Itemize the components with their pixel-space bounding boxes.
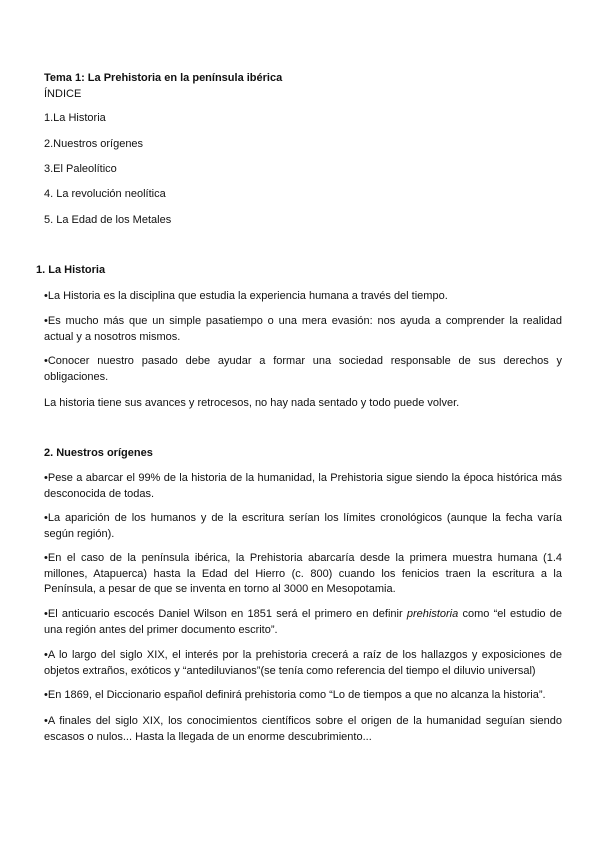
index-item: 1.La Historia — [44, 112, 106, 124]
section-heading: 2. Nuestros orígenes — [44, 447, 153, 459]
paragraph: •La Historia es la disciplina que estudia la experiencia humana a través del tiempo. — [44, 290, 448, 302]
paragraph: La historia tiene sus avances y retrocesos, no hay nada sentado y todo puede volver. — [44, 397, 460, 409]
paragraph: •Conocer nuestro pasado debe ayudar a formar una sociedad responsable de sus derechos y obligaciones. — [44, 355, 562, 383]
index-item: 5. La Edad de los Metales — [44, 214, 172, 226]
paragraph-wilson — [44, 607, 562, 638]
index-item: 4. La revolución neolítica — [44, 188, 166, 200]
section-heading: 1. La Historia — [36, 264, 106, 276]
paragraph: •La aparición de los humanos y de la escritura serían los límites cronológicos (aunque la fecha varía según región). — [44, 512, 562, 540]
italic-term: prehistoria — [406, 608, 459, 620]
document-title: Tema 1: La Prehistoria en la península ibérica — [44, 72, 283, 84]
index-label: ÍNDICE — [44, 87, 82, 100]
document-header — [44, 71, 562, 102]
paragraph: •Es mucho más que un simple pasatiempo o una mera evasión: nos ayuda a comprender la realidad actual y a nosotros mismos. — [44, 315, 562, 343]
paragraph: •A lo largo del siglo XIX, el interés por la prehistoria crecerá a raíz de los hallazgos y exposiciones de objetos extraños, exóticos y “antediluvianos”(se tenía como referencia del tiempo el diluvio universal) — [44, 649, 562, 677]
index-item: 2.Nuestros orígenes — [44, 138, 144, 150]
paragraph-text: como “el estudio de una región antes del primer documento escrito”. — [44, 608, 562, 636]
paragraph: •En el caso de la península ibérica, la Prehistoria abarcaría desde la primera muestra humana (1.4 millones, Atapuerca) hasta la Edad del Hierro (c. 800) cuando los fenicios traen la escritura a la Península, a pesar de que se inventa en torno al 3000 en Mesopotamia. — [44, 552, 562, 595]
paragraph: •En 1869, el Diccionario español definirá prehistoria como “Lo de tiempos a que no alcanza la historia”. — [44, 689, 546, 701]
paragraph-text: •El anticuario escocés Daniel Wilson en 1851 será el primero en definir — [44, 608, 407, 620]
index-item: 3.El Paleolítico — [44, 163, 117, 175]
paragraph: •Pese a abarcar el 99% de la historia de la humanidad, la Prehistoria sigue siendo la época histórica más desconocida de todas. — [44, 472, 562, 500]
paragraph: •A finales del siglo XIX, los conocimientos científicos sobre el origen de la humanidad seguían siendo escasos o nulos... Hasta la llegada de un enorme descubrimiento... — [44, 715, 562, 743]
